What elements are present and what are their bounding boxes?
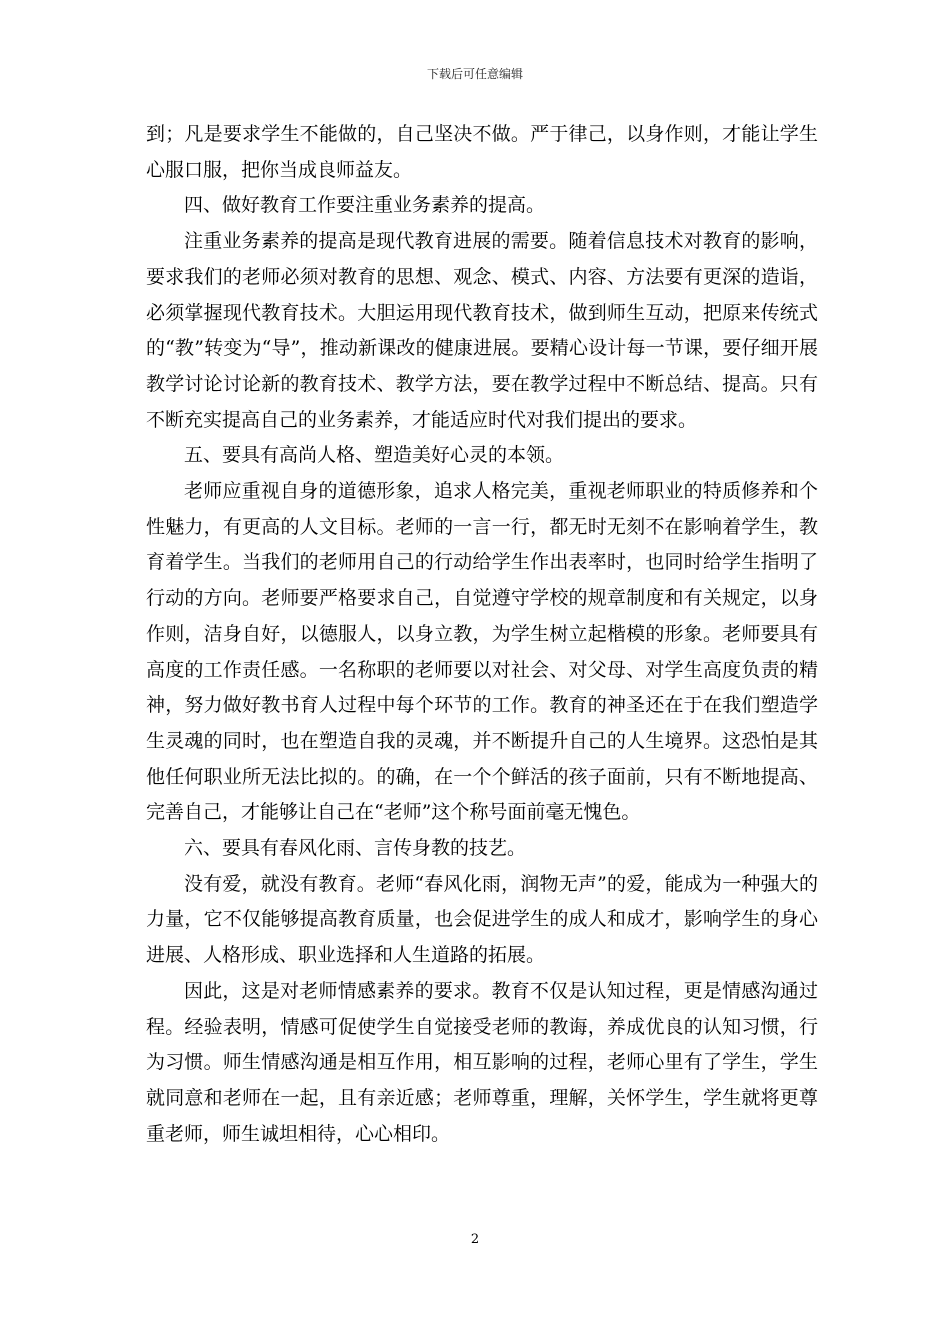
paragraph: 因此，这是对老师情感素养的要求。教育不仅是认知过程，更是情感沟通过程。经验表明，情感可促使学生自觉接受老师的教诲，养成优良的认知习惯，行为习惯。师生情感沟通是相互作用，相互影响的过程，老师心里有了学生，学生就同意和老师在一起，且有亲近感；老师尊重，理解，关怀学生，学生就将更尊重老师，师生诚坦相待，心心相印。 [146,979,818,1145]
section-heading-6: 六、要具有春风化雨、言传身教的技艺。 [184,837,527,860]
paragraph: 注重业务素养的提高是现代教育进展的需要。随着信息技术对教育的影响，要求我们的老师必须对教育的思想、观念、模式、内容、方法要有更深的造诣，必须掌握现代教育技术。大胆运用现代教育技术，做到师生互动，把原来传统式的“教”转变为“导”，推动新课改的健康进展。要精心设计每一节课，要仔细开展教学讨论讨论新的教育技术、教学方法，要在教学过程中不断总结、提高。只有不断充实提高自己的业务素养，才能适应时代对我们提出的要求。 [146,230,818,431]
document-body [146,117,818,1152]
paragraph: 老师应重视自身的道德形象，追求人格完美，重视老师职业的特质修养和个性魅力，有更高的人文目标。老师的一言一行，都无时无刻不在影响着学生，教育着学生。当我们的老师用自己的行动给学生作出表率时，也同时给学生指明了行动的方向。老师要严格要求自己，自觉遵守学校的规章制度和有关规定，以身作则，洁身自好，以德服人，以身立教，为学生树立起楷模的形象。老师要具有高度的工作责任感。一名称职的老师要以对社会、对父母、对学生高度负责的精神，努力做好教书育人过程中每个环节的工作。教育的神圣还在于在我们塑造学生灵魂的同时，也在塑造自我的灵魂，并不断提升自己的人生境界。这恐怕是其他任何职业所无法比拟的。的确，在一个个鲜活的孩子面前，只有不断地提高、完善自己，才能够让自己在“老师”这个称号面前毫无愧色。 [146,480,818,824]
paragraph: 没有爱，就没有教育。老师“春风化雨，润物无声”的爱，能成为一种强大的力量，它不仅能够提高教育质量，也会促进学生的成人和成才，影响学生的身心进展、人格形成、职业选择和人生道路的拓展。 [146,872,818,967]
page-number: 2 [470,1232,480,1247]
section-heading-5: 五、要具有高尚人格、塑造美好心灵的本领。 [184,444,565,467]
page-header: 下载后可任意编辑 [426,67,523,81]
section-heading-4: 四、做好教育工作要注重业务素养的提高。 [184,194,546,217]
paragraph-continuation: 到；凡是要求学生不能做的，自己坚决不做。严于律己，以身作则，才能让学生心服口服，把你当成良师益友。 [146,123,818,181]
